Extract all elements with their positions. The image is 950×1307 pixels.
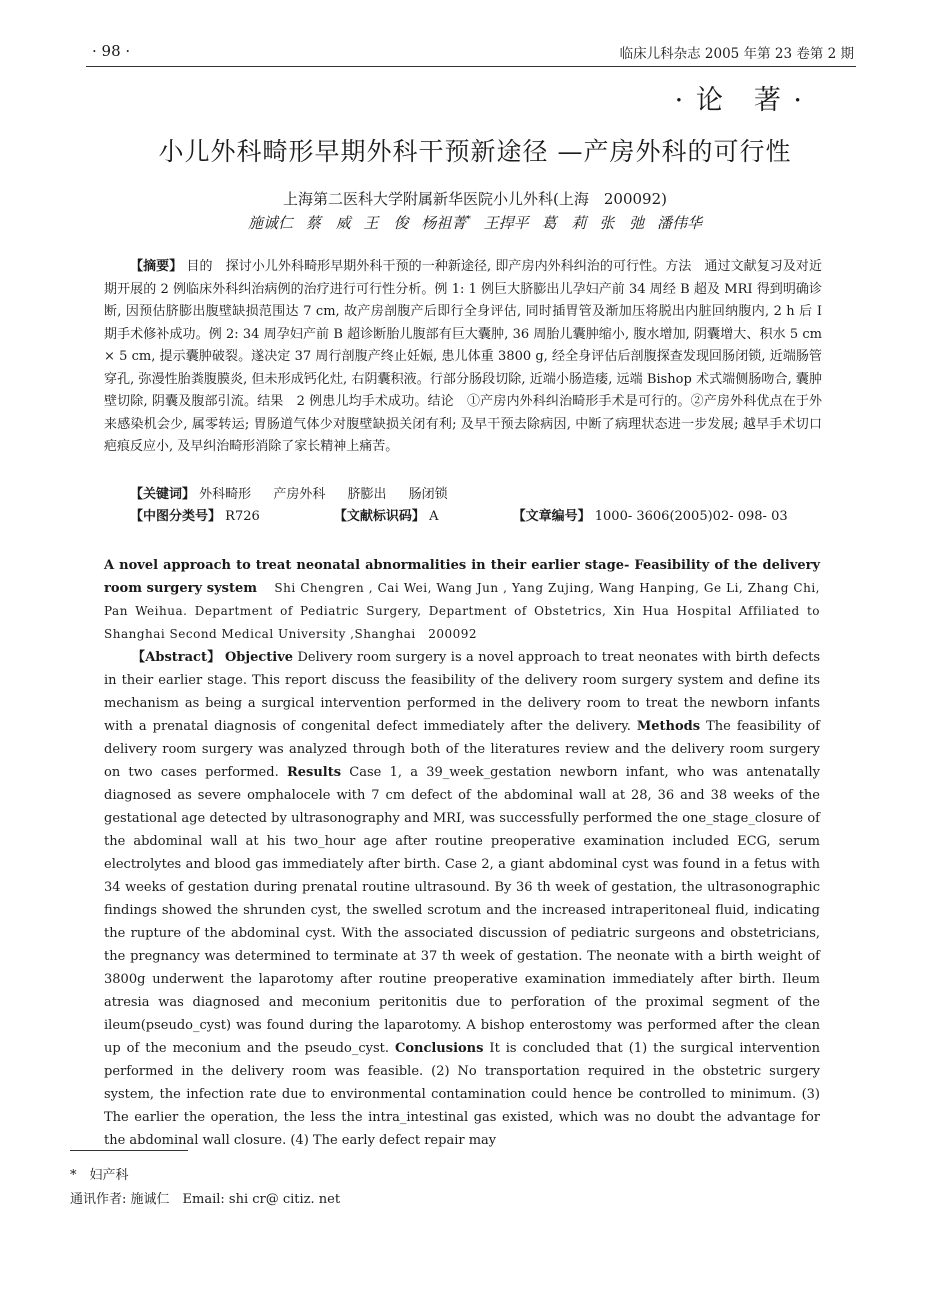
clc-value: R726: [225, 509, 260, 524]
author: 葛 莉: [541, 214, 587, 232]
article-number-value: 1000- 3606(2005)02- 098- 03: [594, 509, 788, 524]
english-abstract: [104, 646, 820, 1152]
methods-label: Methods: [636, 719, 701, 734]
journal-name: 临床儿科杂志 2005 年第 23 卷第 2 期: [619, 46, 854, 62]
abstract-label: 【Abstract】: [132, 650, 221, 665]
conclusions-label: Conclusions: [394, 1041, 484, 1056]
author: 王 俊: [363, 214, 409, 232]
author: 王捍平: [483, 214, 529, 232]
author: 杨祖菁: [421, 214, 467, 232]
author-list: [0, 212, 950, 233]
cn-abstract-label: 【摘要】: [130, 259, 183, 274]
keyword: 肠闭锁: [408, 487, 448, 502]
results-label: Results: [286, 765, 342, 780]
author: 潘伟华: [657, 214, 703, 232]
cn-abstract-text: 目的 探讨小儿外科畸形早期外科干预的一种新途径, 即产房内外科纠治的可行性。方法 通过文献复习及对近期开展的 2 例临床外科纠治病例的治疗进行可行性分析。例 1: 1 例巨大脐膨出儿孕妇产前 34 周经 B 超及 MRI 得到明确诊断, 因预估脐膨出腹壁缺损范围达 7 cm, 故产房剖腹产后即行全身评估, 同时插胃管及渐加压将脱出内脏回纳腹内, 2 h 后 I 期手术修补成功。例 2: 34 周孕妇产前 B 超诊断胎儿腹部有巨大囊肿, 36 周胎儿囊肿缩小, 腹水增加, 阴囊增大、积水 5 cm × 5 cm, 提示囊肿破裂。遂决定 37 周行剖腹产终止妊娠, 患儿体重 3800 g, 经全身评估后剖腹探查发现回肠闭锁, 近端肠管穿孔, 弥漫性胎粪腹膜炎, 但未形成钙化灶, 右阴囊积液。行部分肠段切除, 近端小肠造瘘, 远端 Bishop 术式端侧肠吻合, 囊肿壁切除, 阴囊及腹部引流。结果 2 例患儿均手术成功。结论 ①产房内外科纠治畸形手术是可行的。②产房外科优点在于外来感染机会少, 属零转运; 胃肠道气体少对腹壁缺损关闭有利; 及早干预去除病因, 中断了病理状态进一步发展; 越早手术切口疤痕反应小, 及早纠治畸形消除了家长精神上痛苦。: [104, 259, 822, 454]
section-label: · 论 著 ·: [674, 85, 804, 116]
article-number-label: 【文章编号】: [512, 509, 591, 524]
keywords: [130, 484, 820, 506]
english-title: A novel approach to treat neonatal abnormalities in their earlier stage- Feasibility of the delivery room surgery system: [104, 558, 820, 596]
footnote-author-note: * 妇产科: [70, 1168, 129, 1183]
doc-code-value: A: [429, 509, 439, 524]
affiliation: 上海第二医科大学附属新华医院小儿外科(上海 200092): [283, 190, 667, 208]
keyword: 产房外科: [273, 487, 326, 502]
author: 蔡 威: [305, 214, 351, 232]
keyword: 脐膨出: [347, 487, 387, 502]
author: 施诚仁: [247, 214, 293, 232]
english-header: [104, 554, 820, 646]
clc-label: 【中图分类号】: [130, 509, 222, 524]
keyword: 外科畸形: [199, 487, 252, 502]
classification-line: [130, 506, 820, 528]
english-authors: Shi Chengren , Cai Wei, Wang Jun , Yang Zujing, Wang Hanping, Ge Li, Zhang Chi, Pan Weihua. Department of Pediatric Surgery, Department of Obstetrics, Xin Hua Hospital Affiliated to Shanghai Second Medical University ,Shanghai 200092: [104, 581, 820, 641]
author: 张 弛: [599, 214, 645, 232]
objective-text: Delivery room surgery is a novel approach to treat neonates with birth defects in their earlier stage. This report discuss the feasibility of the delivery room surgery system and define its mechanism as being a surgical intervention performed in the delivery room to treat the newborn infants with a prenatal diagnosis of congenital defect immediately after the delivery.: [104, 650, 820, 734]
footnote-correspondence: 通讯作者: 施诚仁 Email: shi cr@ citiz. net: [70, 1192, 341, 1207]
header-rule: [86, 66, 856, 67]
keywords-label: 【关键词】: [130, 487, 196, 502]
footnote-rule: [70, 1150, 188, 1151]
page-number: · 98 ·: [92, 42, 131, 60]
results-text: Case 1, a 39_week_gestation newborn infant, who was antenatally diagnosed as severe omphalocele with 7 cm defect of the abdominal wall at 28, 36 and 38 weeks of the gestational age detected by ultrasonography and MRI, was successfully performed the one_stage_closure of the abdominal wall at his two_hour age after routine preoperative examination included ECG, serum electrolytes and blood gas immediately after birth. Case 2, a giant abdominal cyst was found in a fetus with 34 weeks of gestation during prenatal routine ultrasound. By 36 th week of gestation, the ultrasonographic findings showed the shrunden cyst, the swelled scrotum and the increased intraperitoneal fluid, indicating the rupture of the abdominal cyst. With the associated discussion of pediatric surgeons and obstetricians, the pregnancy was determined to terminate at 37 th week of gestation. The neonate with a birth weight of 3800g underwent the laparotomy after routine preoperative examination immediately after birth. Ileum atresia was diagnosed and meconium peritonitis due to perforation of the proximal segment of the ileum(pseudo_cyst) was found during the laparotomy. A bishop enterostomy was performed after the clean up of the meconium and the pseudo_cyst.: [104, 765, 820, 1056]
paper-title: 小儿外科畸形早期外科干预新途径 —产房外科的可行性: [158, 137, 792, 166]
doc-code-label: 【文献标识码】: [333, 509, 425, 524]
author-note-mark: *: [466, 215, 471, 225]
objective-label: Objective: [224, 650, 294, 665]
methods-text: The feasibility of delivery room surgery was analyzed through both of the literatures review and the delivery room surgery on two cases performed.: [104, 719, 820, 780]
conclusions-text: It is concluded that (1) the surgical intervention performed in the delivery room was feasible. (2) No transportation required in the obstetric surgery system, the infection rate due to environmental contamination could hence be controlled to minimum. (3) The earlier the operation, the less the intra_intestinal gas existed, which was no doubt the advantage for the abdominal wall closure. (4) The early defect repair may: [104, 1041, 820, 1148]
cn-abstract: [104, 256, 822, 459]
